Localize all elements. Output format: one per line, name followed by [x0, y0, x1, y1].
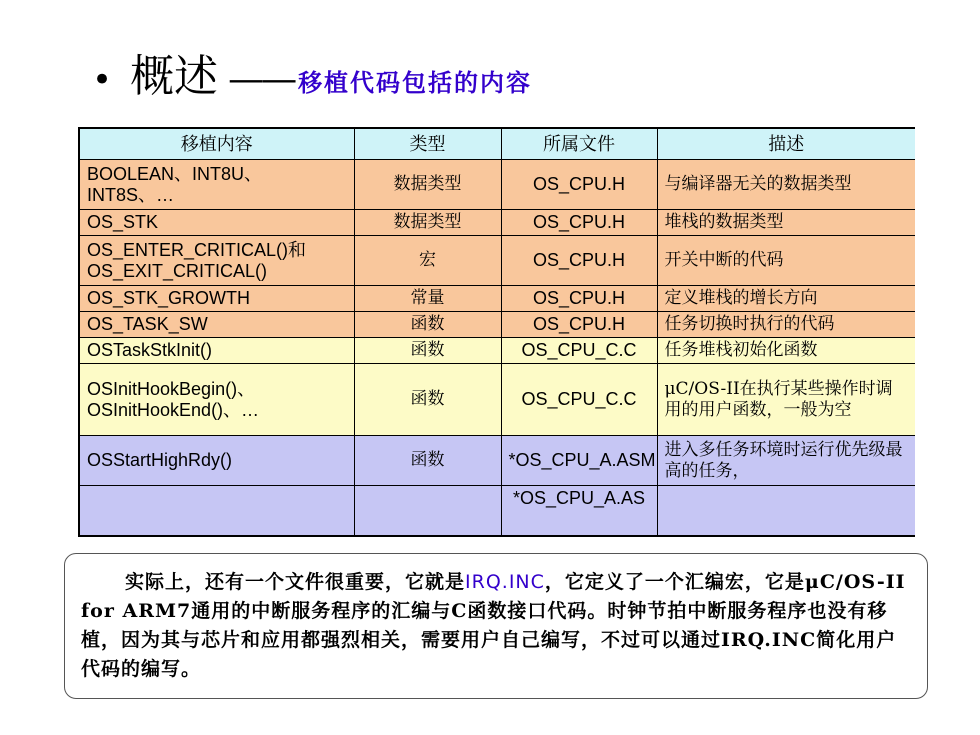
cell-name: OSTaskStkInit()	[79, 338, 354, 364]
header-file: 所属文件	[501, 128, 657, 160]
header-desc: 描述	[657, 128, 915, 160]
cell-file: *OS_CPU_A.AS	[501, 486, 657, 536]
cell-name: BOOLEAN、INT8U、INT8S、…	[79, 160, 354, 210]
table-row	[79, 210, 915, 236]
cell-file: *OS_CPU_A.ASM	[501, 436, 657, 486]
cell-type: 函数	[354, 364, 501, 436]
cell-file: OS_CPU.H	[501, 312, 657, 338]
table-header-row	[79, 128, 915, 160]
note-highlight-irq-inc: IRQ.INC	[465, 571, 545, 593]
table-row	[79, 312, 915, 338]
cell-desc: 任务切换时执行的代码	[657, 312, 915, 338]
cell-file: OS_CPU.H	[501, 160, 657, 210]
cell-name	[79, 486, 354, 536]
cell-type: 宏	[354, 236, 501, 286]
note-text-part1: 实际上，还有一个文件很重要，它就是	[125, 571, 466, 593]
table-row	[79, 338, 915, 364]
table-row	[79, 436, 915, 486]
table-row	[79, 286, 915, 312]
cell-file: OS_CPU_C.C	[501, 364, 657, 436]
cell-type: 常量	[354, 286, 501, 312]
cell-desc: 与编译器无关的数据类型	[657, 160, 915, 210]
cell-file: OS_CPU.H	[501, 210, 657, 236]
cell-desc: μC/OS-II在执行某些操作时调用的用户函数，一般为空	[657, 364, 915, 436]
cell-type: 函数	[354, 338, 501, 364]
cell-type	[354, 486, 501, 536]
header-type: 类型	[354, 128, 501, 160]
cell-type: 函数	[354, 312, 501, 338]
title-subtitle: 移植代码包括的内容	[298, 68, 533, 97]
slide-title	[92, 40, 532, 110]
cell-desc: 定义堆栈的增长方向	[657, 286, 915, 312]
cell-file: OS_CPU.H	[501, 286, 657, 312]
cell-name: OSStartHighRdy()	[79, 436, 354, 486]
title-main: 概述	[130, 51, 219, 102]
cell-name: OS_STK_GROWTH	[79, 286, 354, 312]
cell-type: 数据类型	[354, 160, 501, 210]
cell-name: OSInitHookBegin()、OSInitHookEnd()、…	[79, 364, 354, 436]
note-text-part2: ，它定义了一个汇编宏，它是μC/OS-II for ARM7通用的中断服务程序的汇编与C函数接口代码。时钟节拍中断服务程序也没有移植，因为其与芯片和应用都强烈相关，需要用户自己编写，不过可以通过IRQ.INC简化用户代码的编写。	[81, 571, 906, 680]
cell-type: 数据类型	[354, 210, 501, 236]
cell-desc: 堆栈的数据类型	[657, 210, 915, 236]
header-name: 移植内容	[79, 128, 354, 160]
table-row	[79, 236, 915, 286]
port-content-table	[78, 127, 915, 537]
cell-file: OS_CPU.H	[501, 236, 657, 286]
table-row	[79, 364, 915, 436]
table-row	[79, 160, 915, 210]
cell-desc	[657, 486, 915, 536]
note-box	[64, 553, 928, 699]
port-content-table-wrap	[78, 127, 915, 557]
bullet-icon: •	[92, 60, 113, 100]
cell-desc: 进入多任务环境时运行优先级最高的任务，	[657, 436, 915, 486]
cell-desc: 任务堆栈初始化函数	[657, 338, 915, 364]
cell-name: OS_TASK_SW	[79, 312, 354, 338]
table-row	[79, 486, 915, 536]
cell-desc: 开关中断的代码	[657, 236, 915, 286]
cell-file: OS_CPU_C.C	[501, 338, 657, 364]
title-dash: ——	[228, 59, 295, 100]
cell-type: 函数	[354, 436, 501, 486]
cell-name: OS_STK	[79, 210, 354, 236]
cell-name: OS_ENTER_CRITICAL()和OS_EXIT_CRITICAL()	[79, 236, 354, 286]
